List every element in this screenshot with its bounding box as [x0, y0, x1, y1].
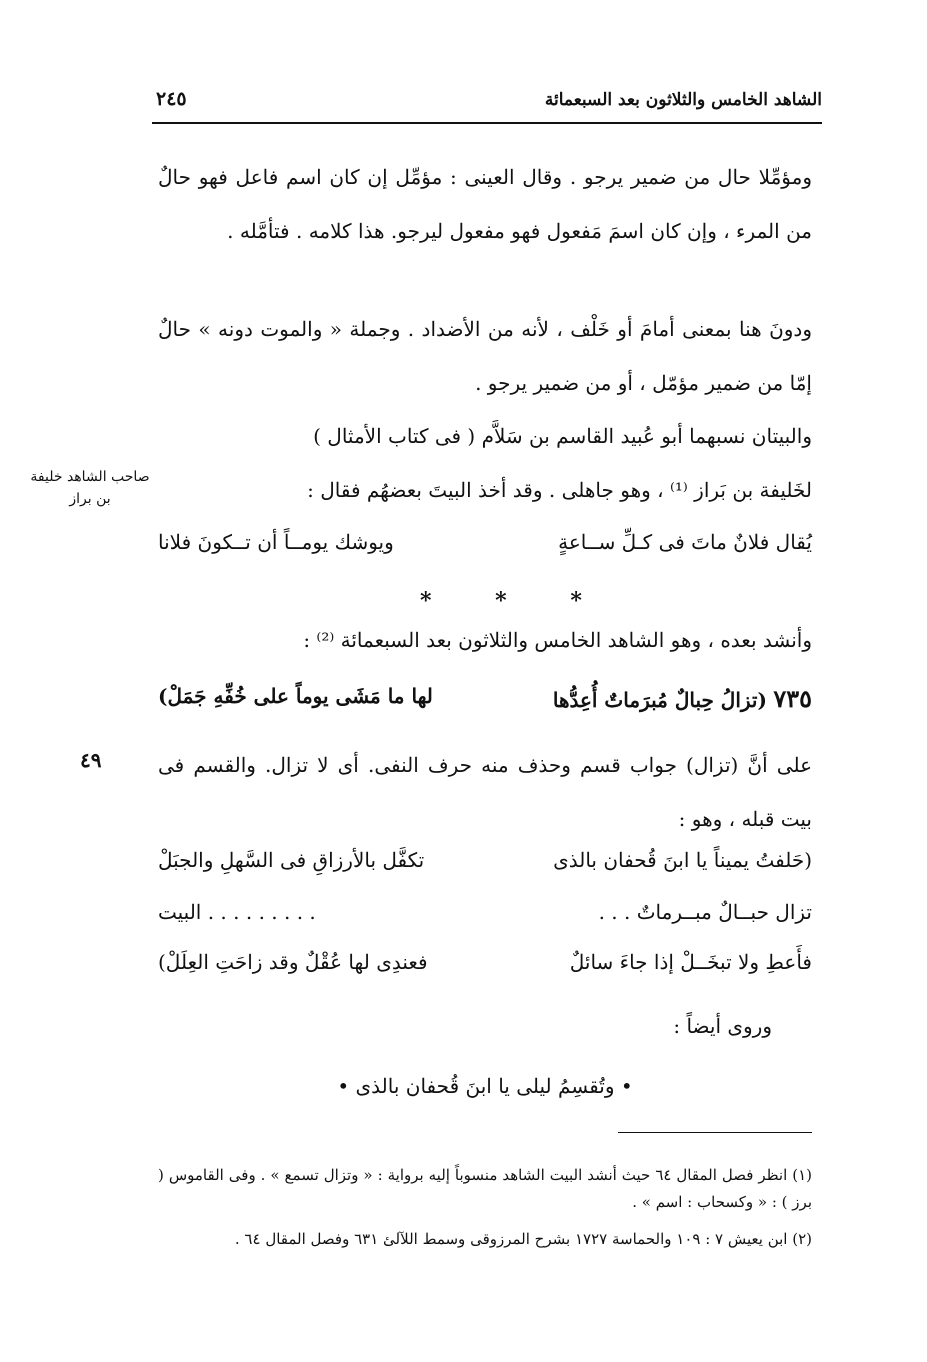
paragraph-4: وأنشد بعده ، وهو الشاهد الخامس والثلاثون بعد السبعمائة ⁽²⁾ :: [303, 628, 812, 652]
verse-3-hemistich-2: . . . . . . . . . البيت: [158, 900, 316, 924]
verse-3: [158, 900, 812, 940]
verse-2: [158, 848, 812, 888]
running-title: الشاهد الخامس والثلاثون بعد السبعمائة: [544, 90, 822, 110]
paragraph-2: ودونَ هنا بمعنى أمامَ أو خَلْف ، لأنه من الأضداد . وجملة « والموت دونه » حالٌ إمّا من ضمير مؤمّل ، أو من ضمير يرجو .: [158, 317, 812, 395]
footnote-1: (١) انظر فصل المقال ٦٤ حيث أنشد البيت الشاهد منسوباً إليه برواية : « وتزال تسمع » . وفى القاموس ( برز ) : « وكسحاب : اسم » .: [158, 1166, 813, 1211]
paragraph-3-line-1: والبيتان نسبهما أبو عُبيد القاسم بن سَلاَّم ( فى كتاب الأمثال ): [313, 424, 812, 448]
verse-3-hemistich-1: تزال حبــالٌ مبــرماتٌ . . .: [598, 900, 812, 924]
verse-735-hemistich-2: لها ما مَشَى يوماً على خُفِّهِ جَمَلْ): [158, 684, 433, 708]
margin-note-poet: صاحب الشاهد خليفة بن براز: [30, 469, 150, 507]
page-header: [152, 86, 822, 124]
paragraph-1: ومؤمِّلا حال من ضمير يرجو . وقال العينى : مؤمِّل إن كان اسم فاعل فهو حالٌ من المرء ، وإن كان اسمَ مَفعول فهو مفعول ليرجو. هذا كلامه . فتأمَّله .: [158, 165, 813, 243]
footnote-rule: [618, 1132, 812, 1133]
verse-4-hemistich-1: فأَعطِ ولا تبخَــلْ إذا جاءَ سائلٌ: [569, 950, 812, 974]
verse-735-first: [553, 684, 812, 713]
paragraph-3-line-2: لخَليفة بن بَراز ⁽¹⁾ ، وهو جاهلى . وقد أخذ البيتَ بعضهُم فقال :: [307, 478, 812, 502]
header-rule: [152, 122, 822, 124]
section-separator: * * *: [420, 588, 610, 614]
footnote-2: (٢) ابن يعيش ٧ : ١٠٩ والحماسة ١٧٢٧ بشرح المرزوقى وسمط اللآلئ ٦٣١ وفصل المقال ٦٤ .: [234, 1230, 812, 1248]
paragraph-6: وروى أيضاً :: [673, 1014, 772, 1038]
margin-number: ٤٩: [80, 748, 102, 772]
paragraph-5: على أنَّ (تزال) جواب قسم وحذف منه حرف النفى. أى لا تزال. والقسم فى بيت قبله ، وهو :: [158, 753, 812, 831]
verse-2-hemistich-2: تكفَّل بالأرزاقِ فى السَّهلِ والجبَلْ: [158, 848, 425, 872]
verse-735: [158, 684, 812, 724]
page-number: ٢٤٥: [156, 88, 187, 110]
verse-1-hemistich-2: ويوشك يومــاً أن تــكونَ فلانا: [158, 530, 394, 554]
verse-number: ٧٣٥: [773, 684, 812, 713]
verse-2-hemistich-1: (حَلفتُ يميناً يا ابنَ قُحفان بالذى: [553, 848, 812, 872]
verse-5: • وتُقسِمُ ليلى يا ابنَ قُحفان بالذى •: [337, 1074, 633, 1098]
verse-1-hemistich-1: يُقال فلانٌ ماتَ فى كـلِّ ســاعةٍ: [558, 530, 812, 554]
verse-4: [158, 950, 812, 990]
verse-735-hemistich-1: (تزالُ حِبالٌ مُبرَماتٌ أُعِدُّها: [552, 688, 767, 712]
verse-4-hemistich-2: فعندِى لها عُقْلٌ وقد زاحَتِ العِلَلْ): [158, 950, 428, 974]
verse-1: [158, 530, 812, 570]
